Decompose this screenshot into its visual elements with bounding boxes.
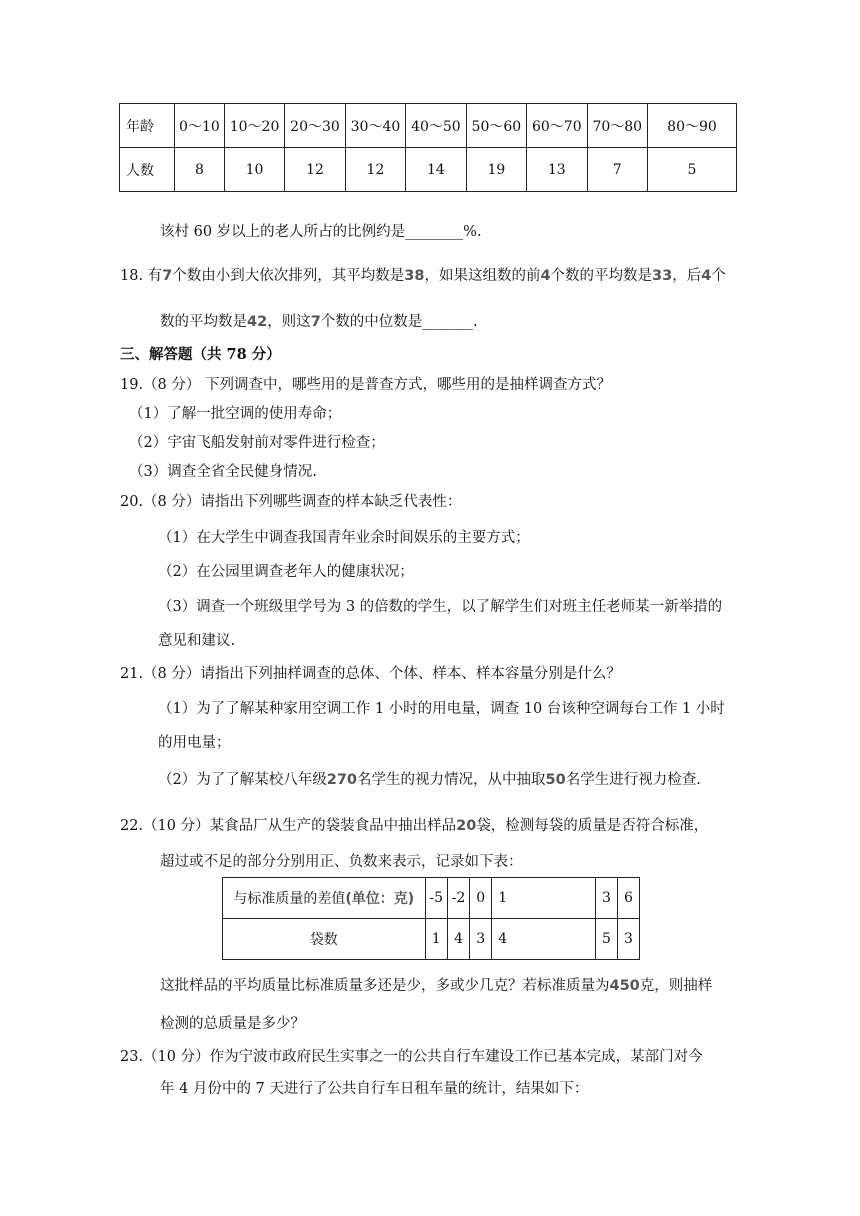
text: 18. 有 bbox=[120, 268, 163, 284]
table-cell: 12 bbox=[345, 148, 405, 192]
text: 名学生进行视力检查. bbox=[565, 772, 701, 788]
q23-line2: 年 4 月份中的 7 天进行了公共自行车日租车量的统计，结果如下： bbox=[160, 1081, 589, 1097]
table-cell: -5 bbox=[425, 878, 447, 919]
table-cell: 4 bbox=[492, 919, 596, 960]
number: 7 bbox=[162, 268, 173, 284]
table-cell: 1 bbox=[425, 919, 447, 960]
table-cell: 10 bbox=[224, 148, 284, 192]
text: 与标准质量的差值 bbox=[233, 891, 346, 907]
number: 33 bbox=[652, 268, 673, 284]
table-cell: 60～70 bbox=[527, 104, 587, 148]
table-header-cell bbox=[223, 878, 426, 919]
table-cell: 5 bbox=[648, 148, 737, 192]
q17-tail: 该村 60 岁以上的老人所占的比例约是________%. bbox=[160, 224, 482, 240]
q23-line1: 23.（10 分）作为宁波市政府民生实事之一的公共自行车建设工作已基本完成，某部门对今 bbox=[120, 1049, 703, 1065]
table-cell: 4 bbox=[447, 919, 469, 960]
q21-title: 21.（8 分）请指出下列抽样调查的总体、个体、样本、样本容量分别是什么？ bbox=[120, 666, 621, 682]
table-cell: 6 bbox=[617, 878, 639, 919]
table-row bbox=[120, 148, 737, 192]
text: 个数由小到大依次排列，其平均数是 bbox=[172, 268, 405, 284]
q22-line1 bbox=[120, 814, 708, 835]
table-row bbox=[223, 919, 640, 960]
q20-item-1: （1）在大学生中调查我国青年业余时间娱乐的主要方式； bbox=[158, 530, 530, 546]
text: 这批样品的平均质量比标准质量多还是少，多或少几克？若标准质量为 bbox=[160, 978, 610, 994]
q22-question-line2: 检测的总质量是多少？ bbox=[160, 1016, 305, 1032]
table-cell: 14 bbox=[406, 148, 466, 192]
table-header-cell: 年龄 bbox=[120, 104, 175, 148]
text: ，如果这组数的前 bbox=[424, 268, 541, 284]
q21-item-1-cont: 的用电量； bbox=[158, 735, 231, 751]
q22-question-line1 bbox=[160, 974, 712, 995]
table-cell: 0～10 bbox=[175, 104, 225, 148]
table-cell: 10～20 bbox=[224, 104, 284, 148]
text: 个 bbox=[711, 268, 726, 284]
table-cell: 8 bbox=[175, 148, 225, 192]
text: 个数的中位数是_______. bbox=[320, 314, 478, 330]
number: 50 bbox=[545, 772, 566, 788]
table-cell: 0 bbox=[470, 878, 492, 919]
table-cell: 3 bbox=[470, 919, 492, 960]
table-cell: 1 bbox=[492, 878, 596, 919]
table-cell: 40～50 bbox=[406, 104, 466, 148]
q19-item-1: （1）了解一批空调的使用寿命； bbox=[129, 406, 342, 422]
text: 袋，检测每袋的质量是否符合标准， bbox=[476, 818, 709, 834]
number: 38 bbox=[404, 268, 425, 284]
q21-item-1: （1）为了了解某种家用空调工作 1 小时的用电量，调查 10 台该种空调每台工作 1 小时 bbox=[158, 701, 725, 717]
q20-item-2: （2）在公园里调查老年人的健康状况； bbox=[158, 564, 414, 580]
text: （2）为了了解某校八年级 bbox=[158, 772, 327, 788]
table-cell: 30～40 bbox=[345, 104, 405, 148]
number: 450 bbox=[609, 978, 640, 994]
text: 名学生的视力情况，从中抽取 bbox=[357, 772, 546, 788]
table-header-cell: 人数 bbox=[120, 148, 175, 192]
age-distribution-table bbox=[119, 103, 737, 192]
table-row bbox=[120, 104, 737, 148]
table-cell: 3 bbox=[595, 878, 617, 919]
q19-title: 19.（8 分） 下列调查中，哪些用的是普查方式，哪些用的是抽样调查方式？ bbox=[120, 377, 612, 393]
table-cell: 70～80 bbox=[587, 104, 647, 148]
text: ，则这 bbox=[267, 314, 311, 330]
table-cell: 12 bbox=[285, 148, 345, 192]
number: 270 bbox=[326, 772, 358, 788]
table-cell: 3 bbox=[617, 919, 639, 960]
text: 22.（10 分）某食品厂从生产的袋装食品中抽出样品 bbox=[120, 818, 457, 834]
q18-line1 bbox=[120, 264, 726, 285]
q22-line2: 超过或不足的部分分别用正、负数来表示，记录如下表： bbox=[160, 854, 523, 870]
table-row bbox=[223, 878, 640, 919]
table-cell: 20～30 bbox=[285, 104, 345, 148]
table-cell: -2 bbox=[447, 878, 469, 919]
table-cell: 80～90 bbox=[648, 104, 737, 148]
text: 克，则抽样 bbox=[639, 978, 713, 994]
number: 4 bbox=[701, 268, 712, 284]
weight-difference-table bbox=[222, 877, 640, 960]
unit-label: (单位：克) bbox=[345, 891, 415, 907]
table-cell: 7 bbox=[587, 148, 647, 192]
table-cell: 5 bbox=[595, 919, 617, 960]
text: ，后 bbox=[672, 268, 702, 284]
table-cell: 13 bbox=[527, 148, 587, 192]
table-cell: 19 bbox=[466, 148, 526, 192]
q20-item-3-cont: 意见和建议. bbox=[158, 633, 236, 649]
number: 20 bbox=[456, 818, 477, 834]
text: 个数的平均数是 bbox=[550, 268, 653, 284]
q18-line2 bbox=[160, 310, 478, 331]
q20-title: 20.（8 分）请指出下列哪些调查的样本缺乏代表性： bbox=[120, 494, 462, 510]
number: 7 bbox=[310, 314, 321, 330]
text: 数的平均数是 bbox=[160, 314, 247, 330]
number: 4 bbox=[540, 268, 551, 284]
q20-item-3: （3）调查一个班级里学号为 3 的倍数的学生，以了解学生们对班主任老师某一新举措的 bbox=[158, 599, 723, 615]
section-heading: 三、解答题（共 78 分） bbox=[120, 346, 281, 363]
table-header-cell: 袋数 bbox=[223, 919, 426, 960]
q19-item-3: （3）调查全省全民健身情况. bbox=[129, 464, 317, 480]
table-cell: 50～60 bbox=[466, 104, 526, 148]
number: 42 bbox=[247, 314, 268, 330]
q21-item-2 bbox=[158, 768, 701, 789]
q19-item-2: （2）宇宙飞船发射前对零件进行检查； bbox=[129, 435, 385, 451]
